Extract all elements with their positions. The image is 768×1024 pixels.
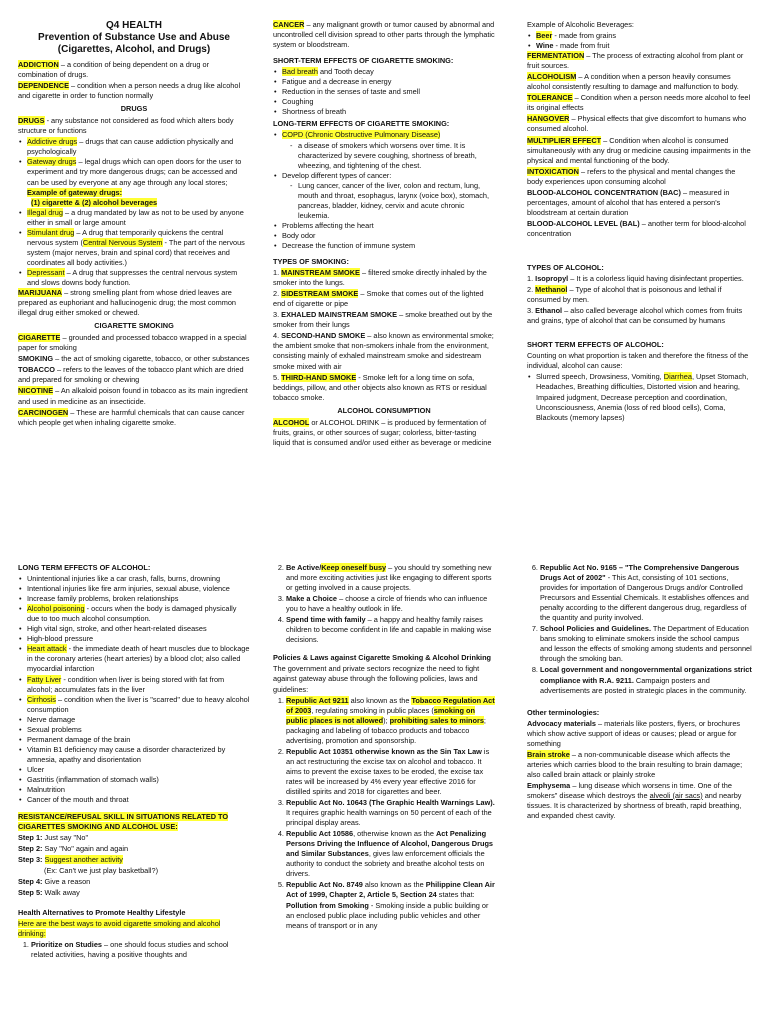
def-addiction: ADDICTION – a condition of being dependent on a drug or combination of drugs. <box>18 60 210 80</box>
def-fermentation: FERMENTATION – The process of extracting alcohol from plant or fruit sources. <box>527 51 744 71</box>
long-term-alcohol-list <box>18 574 250 805</box>
list-item: 2. Republic Act 10351 otherwise known as the Sin Tax Law is an act restructuring the excise tax on alcohol and tobacco. It aims to prevent the excise taxes to be eroded, the excise tax rates will be increased by 4% every year effective 2016 for distilled spirits and 2018 for cigarettes and beer. <box>286 747 495 797</box>
def-cigarette: CIGARETTE – grounded and processed tobacco wrapped in a special paper for smoking <box>18 333 247 353</box>
list-item: 3. Republic Act No. 10643 (The Graphic Health Warnings Law). It requires graphic health warnings on 50 percent of each of the principal display areas. <box>286 798 495 828</box>
heading-health-alternatives: Health Alternatives to Promote Healthy Lifestyle <box>18 907 186 917</box>
list-item: • Decrease the function of immune system <box>282 241 495 251</box>
step-5: Step 5: Walk away <box>18 888 80 898</box>
heading-long-term-smoking: LONG-TERM EFFECTS OF CIGARETTE SMOKING: <box>273 119 450 129</box>
column-1 <box>18 20 250 429</box>
page-title: Q4 HEALTH <box>106 20 162 31</box>
list-item: • Vitamin B1 deficiency may cause a disorder characterized by amnesia, apathy and disorientation <box>27 745 250 765</box>
list-item: 7. School Policies and Guidelines. The Department of Education bans smoking to eliminate smokers inside the school campus and lesson the effects of smoking among students and personnel through the smoking ban. <box>540 624 752 664</box>
list-item: 1. Prioritize on Studies – one should focus studies and school related activities, having a positive thoughts and <box>31 940 250 960</box>
list-item: • Sexual problems <box>27 725 250 735</box>
step-3-example: (Ex: Can't we just play basketball?) <box>44 866 159 876</box>
def-nicotine: NICOTINE – An alkaloid poison found in tobacco as its main ingredient and used in medicine as an insecticide. <box>18 386 248 406</box>
def-alcohol: ALCOHOL or ALCOHOL DRINK – is produced by fermentation of fruits, grains, or other sources of sugar; colorless, bitter-tasting liquid that is consumed and/or used either as beverage or medicine <box>273 417 492 447</box>
list-item: • Unintentional injuries like a car crash, falls, burns, drowning <box>27 574 250 584</box>
alcohol-type-3: 3. Ethanol – also called beverage alcohol which comes from fruits and grains, type of alcohol that can be consumed by humans <box>527 306 743 326</box>
list-item: • Gateway drugs – legal drugs which can open doors for the user to experiment and try more dangerous drugs; can be accessed and can be used by everyone at any age through any local stores; Example of gateway drugs: (1) cigarette & (2) alcohol beverages <box>27 157 250 207</box>
short-term-alcohol-intro: Counting on what proportion is taken and therefore the fitness of the individual, alcohol can cause: <box>527 351 749 371</box>
examples-intro: Example of Alcoholic Beverages: <box>527 20 634 29</box>
list-item: 4. Republic Act 10586, otherwise known as the Act Penalizing Persons Driving the Influence of Alcohol, Dangerous Drugs and Similar Substances, gives law enforcement officials the authority to conduct the sobriety and breathe alcohol tests on drivers. <box>286 829 495 879</box>
list-item: • Reduction in the senses of taste and smell <box>282 87 495 97</box>
step-3: Step 3: Suggest another activity <box>18 855 123 865</box>
step-2: Step 2: Say "No" again and again <box>18 844 129 854</box>
list-item: • Body odor <box>282 231 495 241</box>
heading-alcohol-consumption: ALCOHOL CONSUMPTION <box>337 405 431 415</box>
def-bac: BLOOD-ALCOHOL CONCENTRATION (BAC) – measured in percentages, amount of alcohol that has entered a person's bloodstream at certain duration <box>527 187 730 217</box>
list-item: • Cancer of the mouth and throat <box>27 795 250 805</box>
list-item: • Addictive drugs – drugs that can cause addiction physically and psychologically <box>27 137 250 157</box>
def-brain-stroke: Brain stroke – a non-communicable disease which affects the arteries which carries blood to the brain resulting to brain damage; also called brain attack or plainly stroke <box>527 749 743 779</box>
smoke-type-4: 4. SECOND-HAND SMOKE – also known as environmental smoke; the ambient smoke that non-smokers inhale from the environment, consisting mainly of exhaled mainstream smoke and sidestream smoke mixed with air <box>273 331 494 371</box>
laws-list <box>273 696 495 931</box>
list-item: • Slurred speech, Drowsiness, Vomiting, Diarrhea, Upset Stomach, Headaches, Breathing difficulties, Distorted vision and hearing, Impaired judgment, Decrease perception and coordination, Unconsciousness, Anemia (loss of red blood cells), Coma, Blackouts (memory lapses) <box>536 372 752 422</box>
smoke-type-2: 2. SIDESTREAM SMOKE – Smoke that comes out of the lighted end of cigarette or pipe <box>273 289 484 309</box>
list-item: • Cirrhosis – condition when the liver is "scarred" due to heavy alcohol consumption <box>27 695 250 715</box>
list-item: • Gastritis (inflammation of stomach walls) <box>27 775 250 785</box>
heading-long-term-alcohol: LONG TERM EFFECTS OF ALCOHOL: <box>18 563 151 572</box>
list-item: • Wine - made from fruit <box>536 41 752 51</box>
short-term-alcohol-list <box>527 372 752 422</box>
def-marijuana: MARIJUANA – strong smelling plant from whose dried leaves are prepared as euphoriant and hallucinogenic drug; the most common illegal drug either smoked or chewed. <box>18 288 236 318</box>
list-item: • Illegal drug – a drug mandated by law as not to be used by anyone either in small or large amount <box>27 208 250 228</box>
def-intoxication: INTOXICATION – refers to the physical and mental changes the body experiences upon consuming alcohol <box>527 166 736 186</box>
def-tolerance: TOLERANCE – Condition when a person needs more alcohol to feel its original effects <box>527 93 751 113</box>
def-carcinogen: CARCINOGEN – These are harmful chemicals that can cause cancer which people get when inhaling cigarette smoke. <box>18 407 245 427</box>
list-item: 2. Be Active/Keep oneself busy – you should try something new and more exciting activities just like engaging to different sports or getting involved in a cause projects. <box>286 563 495 593</box>
column-2 <box>273 20 495 449</box>
page-subtitle: Prevention of Substance Use and Abuse <box>38 32 230 43</box>
heading-other-terminologies: Other terminologies: <box>527 707 600 717</box>
list-item: • Beer - made from grains <box>536 31 752 41</box>
list-item: • Fatty Liver - condition when liver is being stored with fat from alcohol; accumulates fats in the liver <box>27 675 250 695</box>
def-emphysema: Emphysema – lung disease which worsens in time. One of the smokers" disease which destroys the alveoli (air sacs) and nearby tissues. It is characterized by shortness of breath, rapid breathing, and expanded chest cavity. <box>527 780 742 821</box>
step-4: Step 4: Give a reason <box>18 877 91 887</box>
def-dependence: DEPENDENCE – condition when a person needs a drug like alcohol and cigarette in order to function normally <box>18 81 241 101</box>
short-term-smoking-list <box>273 67 495 117</box>
def-hangover: HANGOVER – Physical effects that give discomfort to humans who consumed alcohol. <box>527 114 747 134</box>
column-5 <box>273 563 495 932</box>
def-cancer: CANCER – any malignant growth or tumor caused by abnormal and uncontrolled cell division spread to other parts through the lymphatic system or bloodstream. <box>273 20 495 50</box>
alcoholic-beverages-list <box>527 31 752 51</box>
step-1: Step 1: Just say "No" <box>18 833 89 843</box>
heading-policies-laws: Policies & Laws against Cigarette Smoking & Alcohol Drinking <box>273 653 492 663</box>
list-item: • Fatigue and a decrease in energy <box>282 77 495 87</box>
drug-types-list <box>18 137 250 288</box>
list-item: • Increase family problems, broken relationships <box>27 594 250 604</box>
alternatives-intro: Here are the best ways to avoid cigarette smoking and alcohol drinking: <box>18 918 221 938</box>
list-item: 8. Local government and nongovernmental organizations strict compliance with R.A. 9211. Campaign posters and advertisements are posted in strategic places in the community. <box>540 665 752 695</box>
alcohol-type-1: 1. Isopropyl – It is a colorless liquid having disinfectant properties. <box>527 274 744 284</box>
list-item: • Alcohol poisoning - occurs when the body is damaged physically due to too much alcohol consumption. <box>27 604 250 624</box>
heading-drugs: DRUGS <box>120 104 148 114</box>
smoke-type-3: 3. EXHALED MAINSTREAM SMOKE – smoke breathed out by the smoker from their lungs <box>273 310 493 330</box>
list-item: • Ulcer <box>27 765 250 775</box>
list-item: - Lung cancer, cancer of the liver, colon and rectum, lung, mouth and throat, esophagus, larynx (voice box), stomach, pancreas, bladder, kidney, cervix and acute chronic leukemia. <box>298 181 495 221</box>
heading-refusal-skills: RESISTANCE/REFUSAL SKILL IN SITUATIONS RELATED TO CIGARETTES SMOKING AND ALCOHOL USE: <box>18 812 229 832</box>
list-item: • Stimulant drug – A drug that temporarily quickens the central nervous system (Central Nervous System - The part of the nervous system (major nerves, brain and spinal cord) that receives and coordinates all body activities.) <box>27 228 250 268</box>
smoke-type-1: 1. MAINSTREAM SMOKE – filtered smoke directly inhaled by the smoker into the lungs. <box>273 268 487 288</box>
list-item: 3. Make a Choice – choose a circle of friends who can influence you to have a healthy outlook in life. <box>286 594 495 614</box>
list-item: • Bad breath and Tooth decay <box>282 67 495 77</box>
list-item: • High-blood pressure <box>27 634 250 644</box>
list-item: 4. Spend time with family – a happy and healthy family raises children to become confident in life and capable in making wise decisions. <box>286 615 495 645</box>
list-item: 6. Republic Act No. 9165 – "The Comprehensive Dangerous Drugs Act of 2002" - This Act, consisting of 101 sections, provides for importation of Dangerous Drugs and/or Controlled Precursors and Essential Chemicals. It establishes offences and penalty according to the different dangerous drug, regardless of the quantity and purity involved. <box>540 563 752 623</box>
def-tobacco: TOBACCO – refers to the leaves of the tobacco plant which are dried and prepared for smoking or chewing <box>18 365 244 385</box>
def-advocacy-materials: Advocacy materials – materials like posters, flyers, or brochures which show active support of ideas or causes; plead or argue for something <box>527 718 741 748</box>
long-term-smoking-list <box>273 130 495 251</box>
page-subtitle-2: (Cigarettes, Alcohol, and Drugs) <box>57 44 211 55</box>
list-item: • Intentional injuries like fire arm injuries, sexual abuse, violence <box>27 584 250 594</box>
def-multiplier-effect: MULTIPLIER EFFECT – Condition when alcohol is consumed simultaneously with any drug or medicine causing impairments in the physical and mental functioning of the body. <box>527 135 751 165</box>
heading-types-of-alcohol: TYPES OF ALCOHOL: <box>527 262 604 272</box>
smoke-type-5: 5. THIRD-HAND SMOKE - Smoke left for a long time on sofa, beddings, pillow, and other objects also known as RTS or residual tobacco smoke. <box>273 372 487 402</box>
heading-types-of-smoking: TYPES OF SMOKING: <box>273 257 349 267</box>
list-item: • Permanent damage of the brain <box>27 735 250 745</box>
def-drugs: DRUGS - any substance not considered as food which alters body structure or functions <box>18 116 234 136</box>
policies-intro: The government and private sectors recognize the need to fight against gateway abuse through the following policies, laws and guidelines: <box>273 664 480 694</box>
list-item: • High vital sign, stroke, and other heart-related diseases <box>27 624 250 634</box>
def-alcoholism: ALCOHOLISM – A condition when a person heavily consumes alcohol consistently resulting to damage and malfunction to body. <box>527 72 739 92</box>
list-item: • Coughing <box>282 97 495 107</box>
column-3 <box>527 20 752 423</box>
list-item: • Heart attack - the immediate death of heart muscles due to blockage in the coronary arteries (heart arteries) by a blood clot; also called myocardial infarction <box>27 644 250 674</box>
column-4 <box>18 563 250 961</box>
laws-list-cont <box>527 563 752 696</box>
alternatives-list <box>18 940 250 960</box>
alcohol-type-2: 2. Methanol – Type of alcohol that is poisonous and lethal if consumed by men. <box>527 285 722 305</box>
list-item: - a disease of smokers which worsens over time. It is characterized by severe coughing, shortness of breath, wheezing, and tightening of the chest. <box>298 141 495 171</box>
heading-short-term-smoking: SHORT-TERM EFFECTS OF CIGARETTE SMOKING: <box>273 56 454 66</box>
column-6 <box>527 563 752 822</box>
list-item: 5. Republic Act No. 8749 also known as the Philippine Clean Air Act of 1999, Chapter 2, Article 5, Section 24 states that: Pollution from Smoking - Smoking inside a public building or an enclosed public place including public vehicles and other means of transport or in any <box>286 880 495 930</box>
list-item: • Develop different types of cancer: - Lung cancer, cancer of the liver, colon and rectum, lung, mouth and throat, esophagus, larynx (voice box), stomach, pancreas, bladder, kidney, cervix and acute chronic leukemia. <box>282 171 495 221</box>
def-bal: BLOOD-ALCOHOL LEVEL (BAL) – another term for blood-alcohol concentration <box>527 218 746 238</box>
list-item: 1. Republic Act 9211 also known as the Tobacco Regulation Act of 2003, regulating smoking in public places (smoking on public places is not allowed); prohibiting sales to minors; packaging and labeling of tobacco products and tobacco advertising, promotion and sponsorship. <box>286 696 495 746</box>
list-item: • Problems affecting the heart <box>282 221 495 231</box>
def-smoking: SMOKING – the act of smoking cigarette, tobacco, or other substances <box>18 354 250 364</box>
heading-short-term-alcohol: SHORT TERM EFFECTS OF ALCOHOL: <box>527 340 664 350</box>
list-item: • Malnutrition <box>27 785 250 795</box>
heading-cigarette-smoking: CIGARETTE SMOKING <box>94 321 174 331</box>
list-item: • COPD (Chronic Obstructive Pulmonary Disease) - a disease of smokers which worsens over time. It is characterized by severe coughing, shortness of breath, wheezing, and tightening of the chest. <box>282 130 495 170</box>
list-item: • Depressant – A drug that suppresses the central nervous system and slows downs body function. <box>27 268 250 288</box>
list-item: • Nerve damage <box>27 715 250 725</box>
alternatives-list-cont <box>273 563 495 645</box>
list-item: • Shortness of breath <box>282 107 495 117</box>
